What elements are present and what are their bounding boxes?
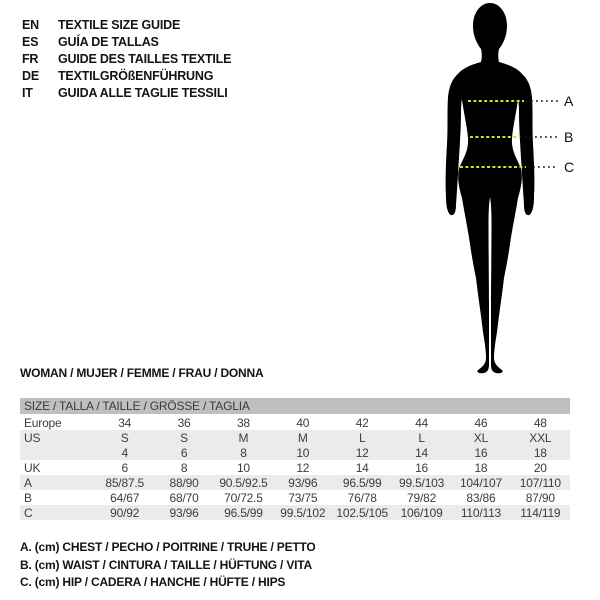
- size-table-row: [20, 505, 570, 520]
- size-table-row: [20, 475, 570, 490]
- legend-item: B. (cm) WAIST / CINTURA / TAILLE / HÜFTUNG / VITA: [20, 557, 312, 572]
- size-table-header-row: [20, 398, 570, 415]
- size-cell: 16: [474, 445, 488, 460]
- size-row-label: C: [24, 505, 33, 520]
- woman-silhouette-icon: [446, 3, 535, 373]
- size-cell: 102.5/105: [336, 505, 388, 520]
- size-cell: 38: [236, 415, 250, 430]
- language-item: [22, 50, 231, 67]
- size-cell: XXL: [529, 430, 552, 445]
- language-code: IT: [22, 85, 33, 100]
- woman-figure-diagram: [418, 0, 600, 375]
- size-cell: 14: [355, 460, 369, 475]
- size-table-header: SIZE / TALLA / TAILLE / GRÖSSE / TAGLIA: [20, 398, 570, 415]
- size-cell: 96.5/99: [224, 505, 263, 520]
- size-cell: XL: [473, 430, 489, 445]
- size-cell: 42: [355, 415, 369, 430]
- size-cell: 6: [180, 445, 188, 460]
- size-cell: 70/72.5: [224, 490, 263, 505]
- size-cell: 99.5/103: [399, 475, 445, 490]
- size-cell: 44: [415, 415, 429, 430]
- size-cell: 90/92: [110, 505, 140, 520]
- size-cell: 4: [121, 445, 128, 460]
- size-cell: 36: [177, 415, 191, 430]
- language-code: ES: [22, 34, 39, 49]
- size-cell: 73/75: [288, 490, 318, 505]
- size-table-row: [20, 430, 570, 445]
- size-cell: 8: [180, 460, 188, 475]
- language-label: GUÍA DE TALLAS: [58, 34, 159, 49]
- size-row-label: A: [24, 475, 32, 490]
- hip-label: C: [564, 159, 575, 175]
- section-title: WOMAN / MUJER / FEMME / FRAU / DONNA: [20, 366, 264, 380]
- size-row-label: UK: [24, 460, 41, 475]
- measurement-legend: [20, 540, 316, 593]
- size-cell: 18: [474, 460, 488, 475]
- size-cell: 107/110: [519, 475, 561, 490]
- size-table: [20, 398, 570, 520]
- language-code: EN: [22, 17, 39, 32]
- size-cell: L: [418, 430, 425, 445]
- size-cell: 40: [296, 415, 310, 430]
- size-cell: 20: [533, 460, 547, 475]
- size-cell: 114/119: [520, 505, 561, 520]
- size-cell: 110/113: [460, 505, 502, 520]
- language-label: TEXTILGRÖßENFÜHRUNG: [58, 68, 214, 83]
- size-cell: 12: [355, 445, 369, 460]
- size-cell: 48: [533, 415, 547, 430]
- size-cell: 83/86: [466, 490, 496, 505]
- language-item: [22, 33, 231, 50]
- size-cell: 90.5/92.5: [219, 475, 268, 490]
- size-cell: 64/67: [110, 490, 140, 505]
- size-cell: 88/90: [169, 475, 199, 490]
- size-cell: 87/90: [525, 490, 555, 505]
- size-cell: S: [120, 430, 129, 445]
- size-cell: S: [180, 430, 188, 445]
- size-cell: 14: [415, 445, 429, 460]
- size-cell: M: [238, 430, 249, 445]
- size-cell: 99.5/102: [280, 505, 326, 520]
- size-cell: 10: [236, 460, 250, 475]
- size-cell: M: [297, 430, 308, 445]
- size-cell: 96.5/99: [342, 475, 382, 490]
- size-row-label: Europe: [24, 415, 62, 430]
- size-cell: 106/109: [400, 505, 443, 520]
- size-cell: L: [358, 430, 366, 445]
- language-item: [22, 16, 231, 33]
- size-row-label: US: [24, 430, 41, 445]
- size-row-label: [20, 445, 95, 460]
- size-cell: 18: [533, 445, 547, 460]
- language-code: DE: [22, 68, 39, 83]
- size-cell: 10: [296, 445, 310, 460]
- size-cell: 8: [240, 445, 247, 460]
- size-cell: 76/78: [347, 490, 377, 505]
- language-list: [22, 16, 231, 101]
- size-cell: 6: [121, 460, 128, 475]
- size-table-row: [20, 445, 570, 460]
- size-table-row: [20, 415, 570, 431]
- language-label: TEXTILE SIZE GUIDE: [58, 17, 181, 32]
- size-table-row: [20, 460, 570, 475]
- size-cell: 46: [474, 415, 488, 430]
- size-cell: 12: [296, 460, 310, 475]
- size-table-row: [20, 490, 570, 505]
- language-label: GUIDE DES TAILLES TEXTILE: [58, 51, 232, 66]
- size-cell: 79/82: [407, 490, 437, 505]
- legend-item: A. (cm) CHEST / PECHO / POITRINE / TRUHE / PETTO: [20, 540, 316, 554]
- size-row-label: B: [24, 490, 32, 505]
- size-cell: 16: [415, 460, 429, 475]
- language-code: FR: [22, 51, 39, 66]
- legend-item: C. (cm) HIP / CADERA / HANCHE / HÜFTE / HIPS: [20, 575, 286, 589]
- waist-label: B: [564, 129, 574, 145]
- language-label: GUIDA ALLE TAGLIE TESSILI: [58, 85, 228, 100]
- size-cell: 85/87.5: [105, 475, 144, 490]
- chest-label: A: [564, 93, 574, 109]
- size-cell: 34: [118, 415, 132, 430]
- size-cell: 93/96: [288, 475, 318, 490]
- size-cell: 93/96: [169, 505, 199, 520]
- language-item: [22, 67, 231, 84]
- size-cell: 104/107: [459, 475, 502, 490]
- language-item: [22, 84, 231, 101]
- size-cell: 68/70: [169, 490, 199, 505]
